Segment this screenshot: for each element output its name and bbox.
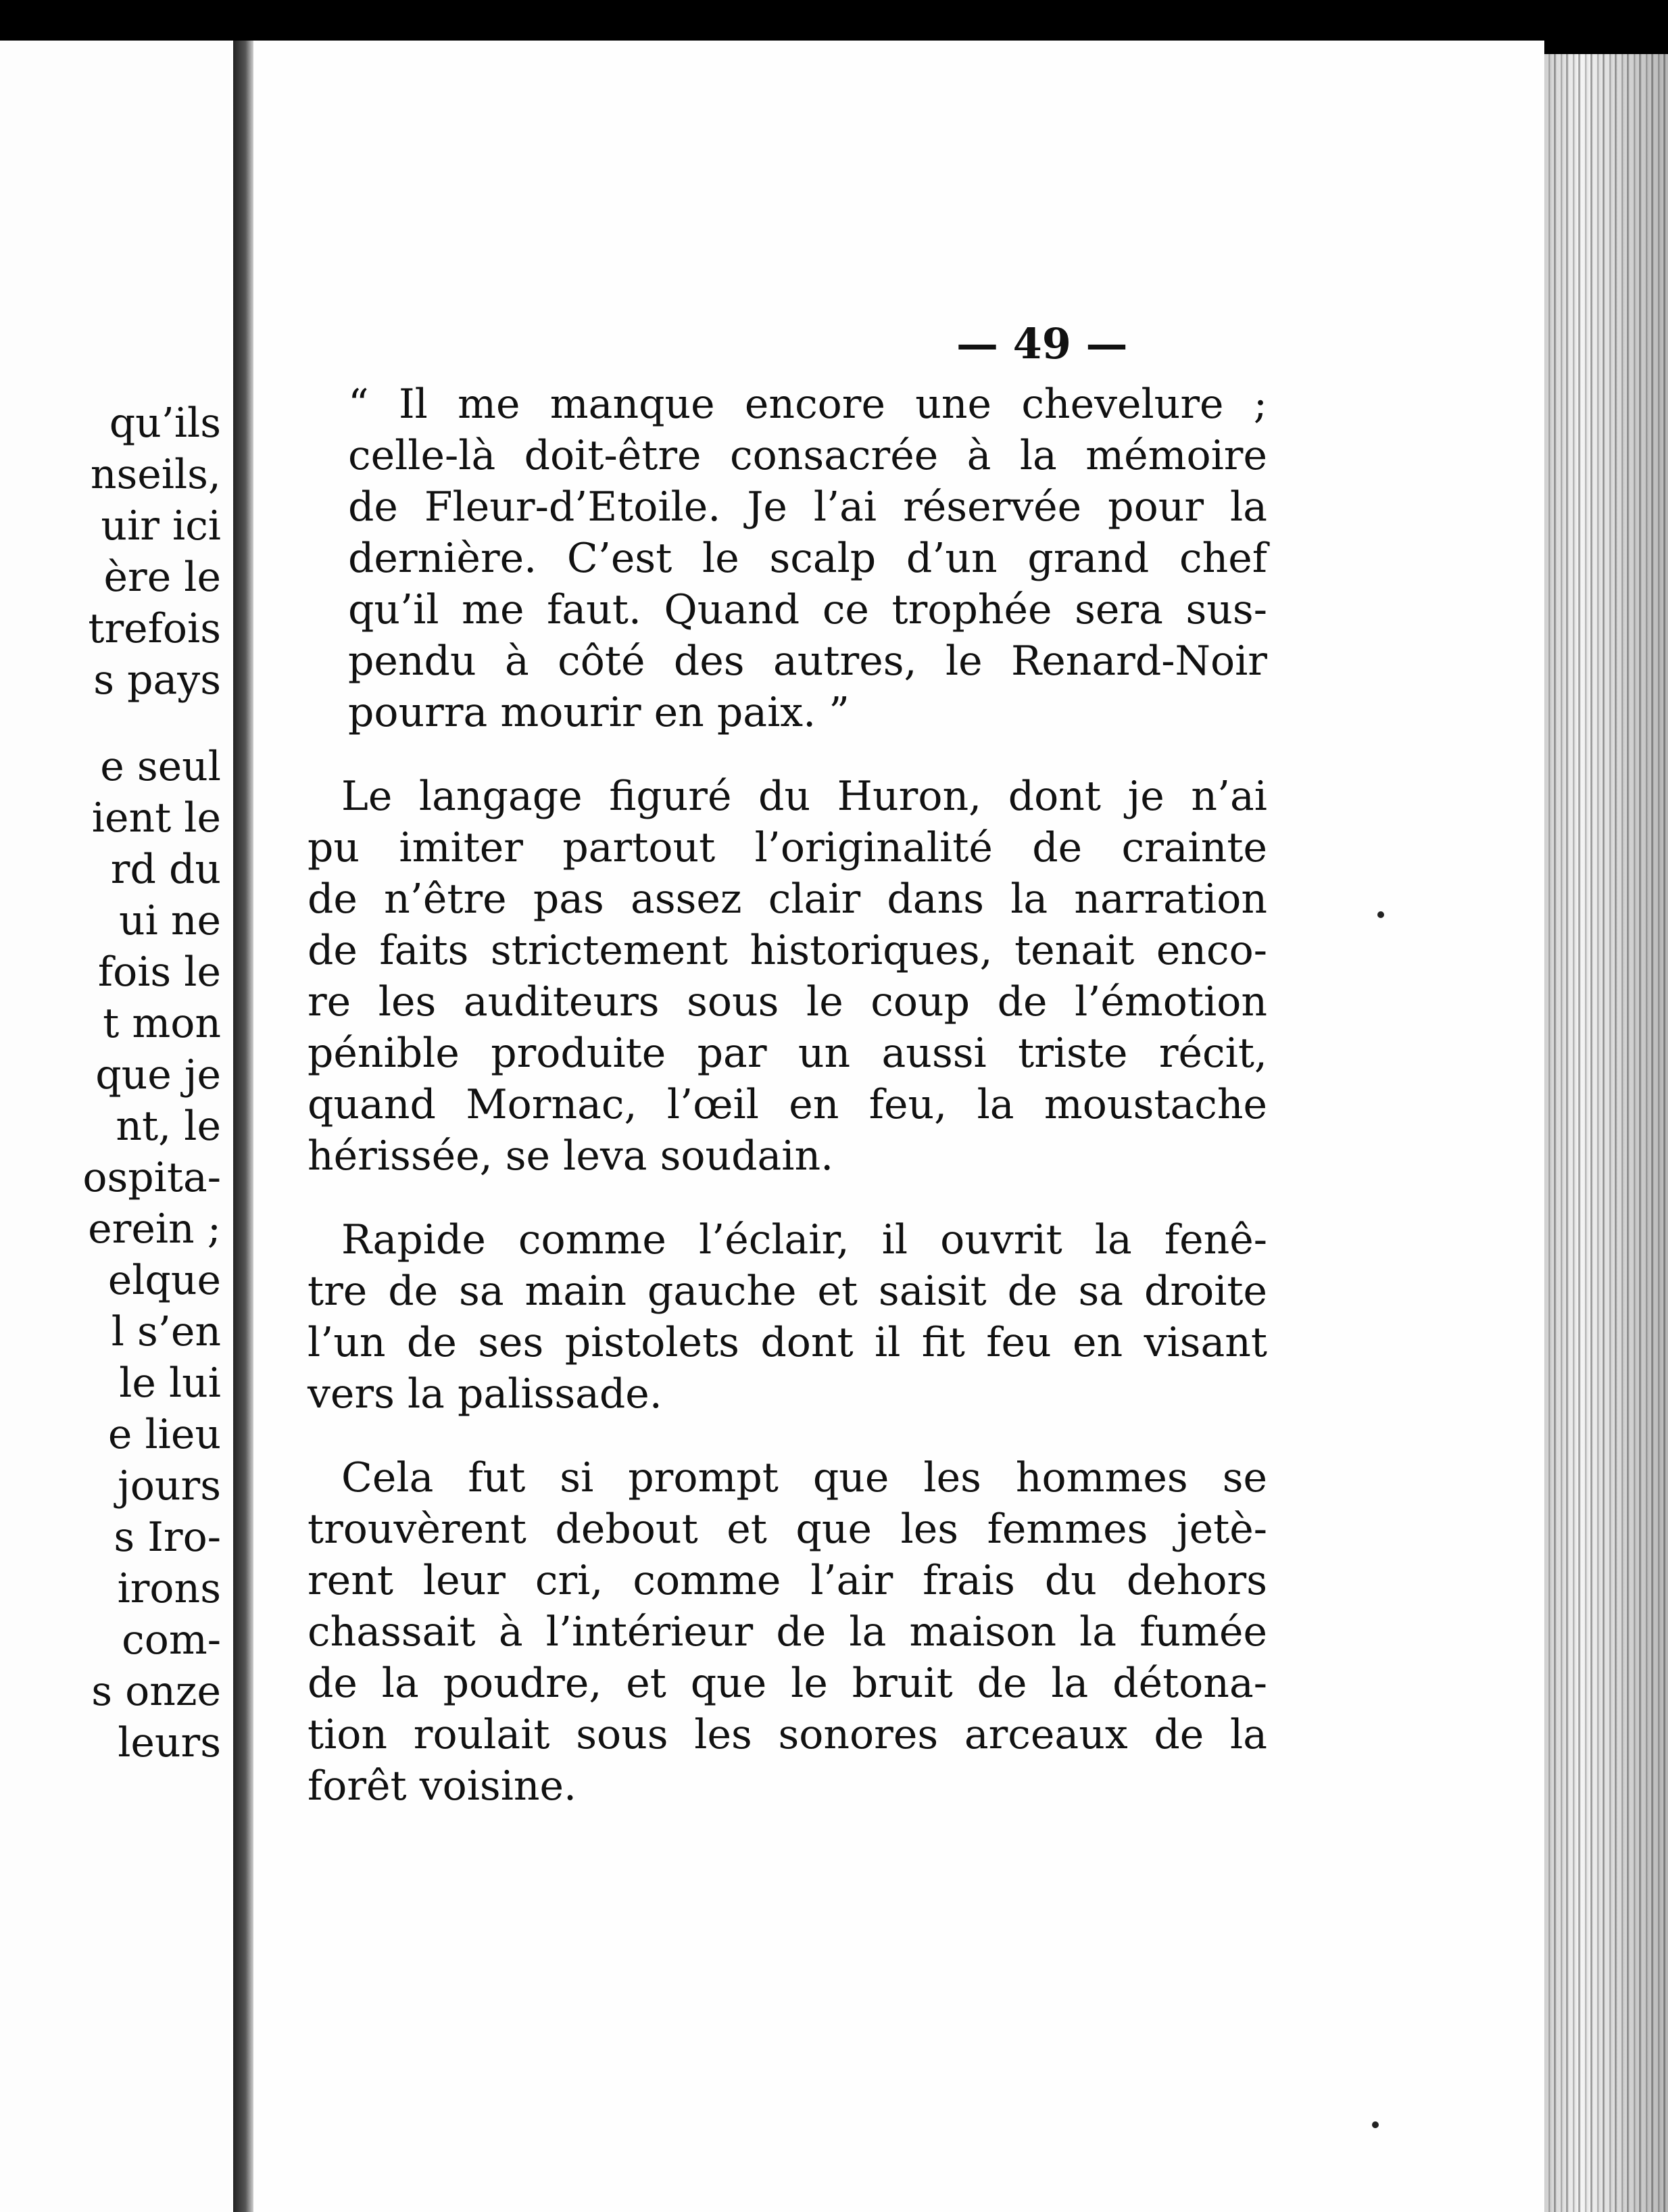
left-page-line: erein ; [88,1205,221,1253]
left-page-line: leurs [118,1719,221,1766]
text-line: hérissée, se leva soudain. [308,1132,834,1180]
text-line: pénible produite par un aussi triste récit, [308,1030,1267,1077]
paragraph [308,1452,1267,1812]
left-page-line: e seul [100,743,221,790]
right-page [253,41,1544,2212]
page-edges-shadow [1544,54,1668,2212]
text-line: Le langage figuré du Huron, dont je n’ai [341,773,1267,820]
paragraph [308,379,1267,738]
text-line: pourra mourir en paix. ” [348,689,850,736]
speck [1372,2121,1379,2128]
text-line: celle-là doit-être consacrée à la mémoire [348,432,1267,479]
left-page-line: ui ne [118,897,221,944]
text-line: dernière. C’est le scalp d’un grand chef [348,535,1267,582]
left-page-line: le lui [119,1360,221,1407]
text-line: l’un de ses pistolets dont il fit feu en visant [308,1319,1267,1366]
text-line: de Fleur-d’Etoile. Je l’ai réservée pour la [348,483,1267,531]
left-page-line: nseils, [90,451,221,498]
left-page-line: rd du [110,846,221,893]
text-line: de n’être pas assez clair dans la narration [308,875,1267,923]
text-line: Rapide comme l’éclair, il ouvrit la fenê- [341,1216,1267,1264]
text-line: de faits strictement historiques, tenait enco- [308,927,1267,974]
text-line: pu imiter partout l’originalité de crainte [308,824,1267,871]
text-line: re les auditeurs sous le coup de l’émotion [308,978,1267,1026]
left-page-line: s Iro- [114,1514,221,1561]
left-page-line: ospita- [82,1154,221,1201]
left-page-line: e lieu [107,1411,221,1458]
left-page-text [82,398,221,1769]
book-gutter [233,41,253,2212]
left-page-line: trefois [88,605,221,652]
left-page-line: qu’ils [109,400,221,447]
left-page-line: l s’en [111,1308,221,1355]
left-page-gap [82,706,221,741]
left-page [0,41,233,2212]
text-line: pendu à côté des autres, le Renard-Noir [348,638,1267,685]
page-number: — 49 — [956,319,1128,368]
text-line: chassait à l’intérieur de la maison la fumée [308,1608,1267,1656]
text-line: trouvèrent debout et que les femmes jetè- [308,1506,1267,1553]
left-page-line: elque [107,1257,221,1304]
text-line: vers la palissade. [308,1370,662,1418]
left-page-line: irons [117,1565,221,1612]
text-line: “ Il me manque encore une chevelure ; [348,381,1267,428]
paragraph [308,1214,1267,1420]
page-body [308,379,1267,1844]
left-page-line: ient le [91,794,221,842]
left-page-line: s pays [93,656,221,704]
left-page-line: s onze [91,1668,221,1715]
text-line: qu’il me faut. Quand ce trophée sera sus- [348,586,1267,633]
text-line: de la poudre, et que le bruit de la détona- [308,1660,1267,1707]
text-line: rent leur cri, comme l’air frais du dehors [308,1557,1267,1604]
text-line: Cela fut si prompt que les hommes se [341,1454,1267,1501]
left-page-line: jours [118,1462,221,1510]
text-line: forêt voisine. [308,1762,577,1810]
left-page-line: ère le [103,554,221,601]
text-line: tion roulait sous les sonores arceaux de la [308,1711,1267,1758]
left-page-line: que je [95,1051,221,1099]
text-line: tre de sa main gauche et saisit de sa droite [308,1268,1267,1315]
paragraph [308,771,1267,1182]
left-page-line: uir ici [101,502,221,550]
left-page-line: fois le [97,948,221,996]
left-page-line: t mon [103,1000,221,1047]
left-page-line: com- [122,1616,221,1664]
speck [1377,911,1384,918]
left-page-line: nt, le [116,1103,221,1150]
text-line: quand Mornac, l’œil en feu, la moustache [308,1081,1267,1128]
